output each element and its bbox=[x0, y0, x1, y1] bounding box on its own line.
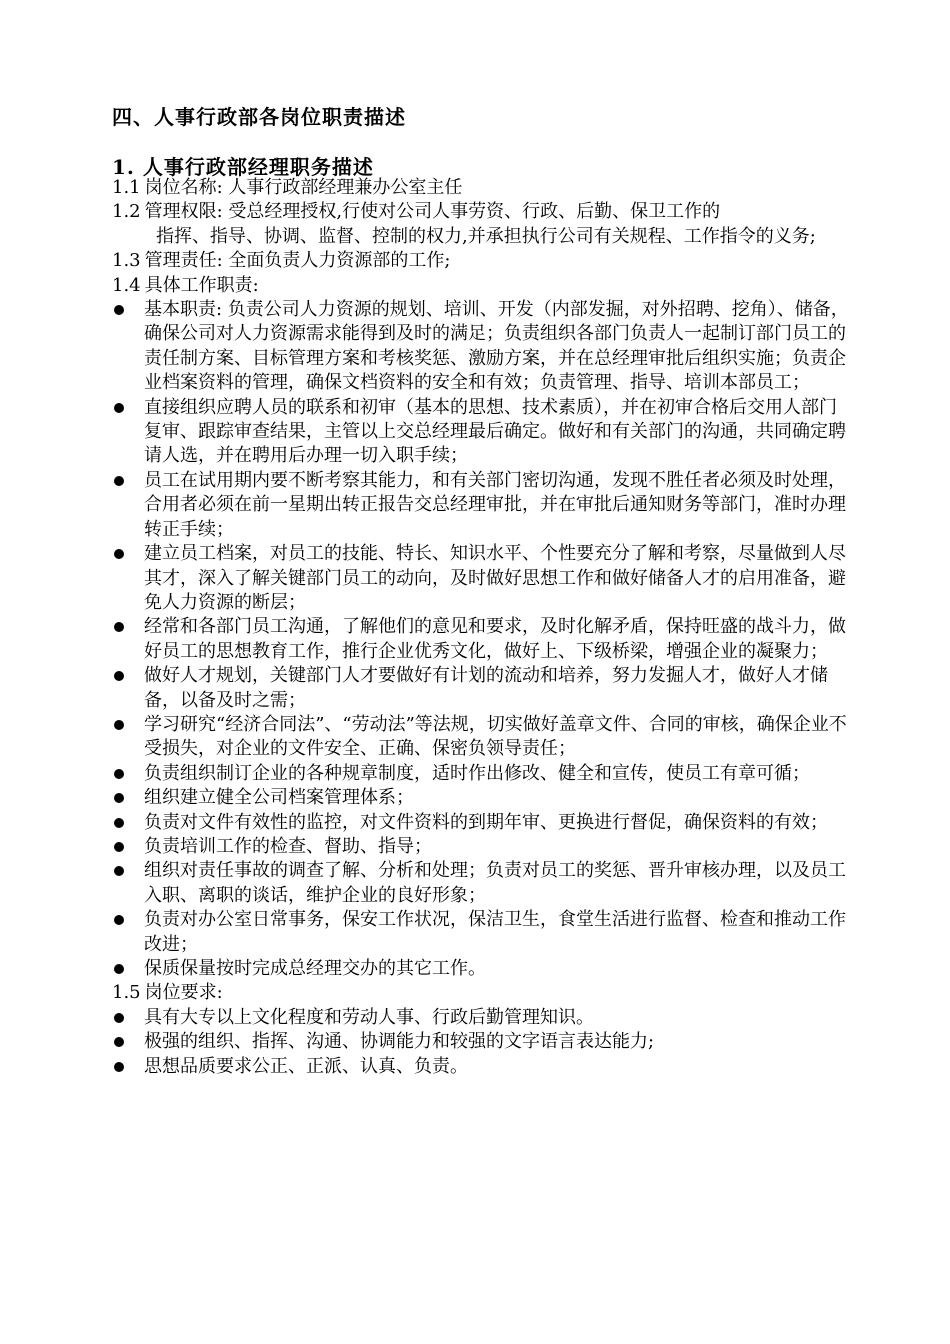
list-item: 负责对办公室日常事务，保安工作状况，保洁卫生，食堂生活进行监督、检查和推动工作改进； bbox=[112, 908, 852, 957]
item-1-4 bbox=[112, 274, 852, 298]
list-item: 组织建立健全公司档案管理体系； bbox=[112, 786, 852, 810]
item-text: 具体工作职责: bbox=[144, 274, 259, 296]
sub-title: 1. 人事行政部经理职务描述 bbox=[112, 155, 374, 179]
item-text: 管理责任: 全面负责人力资源部的工作; bbox=[144, 250, 451, 272]
item-number: 1.3 bbox=[112, 250, 141, 272]
item-number: 1.2 bbox=[112, 201, 141, 223]
bullet-icon bbox=[112, 786, 144, 810]
item-1-3 bbox=[112, 249, 852, 273]
bullet-icon bbox=[112, 396, 144, 420]
bullet-icon bbox=[112, 542, 144, 566]
list-item: 负责对文件有效性的监控，对文件资料的到期年审、更换进行督促，确保资料的有效； bbox=[112, 811, 852, 835]
item-1-1 bbox=[112, 176, 852, 200]
list-item: 经常和各部门员工沟通，了解他们的意见和要求，及时化解矛盾，保持旺盛的战斗力，做好员工的思想教育工作，推行企业优秀文化，做好上、下级桥梁，增强企业的凝聚力； bbox=[112, 615, 852, 664]
item-number: 1.1 bbox=[112, 177, 141, 198]
item-1-5 bbox=[112, 981, 852, 1005]
bullet-icon bbox=[112, 762, 144, 786]
item-1-2 bbox=[112, 200, 852, 224]
requirements-list bbox=[112, 1006, 852, 1079]
item-text bbox=[145, 200, 852, 224]
list-item: 负责组织制订企业的各种规章制度，适时作出修改、健全和宣传，使员工有章可循； bbox=[112, 762, 852, 786]
duties-list bbox=[112, 298, 852, 981]
section-title: 四、人事行政部各岗位职责描述 bbox=[112, 105, 406, 129]
bullet-icon bbox=[112, 859, 144, 883]
bullet-icon bbox=[112, 811, 144, 835]
list-item: 思想品质要求公正、正派、认真、负责。 bbox=[112, 1055, 852, 1079]
list-item: 直接组织应聘人员的联系和初审（基本的思想、技术素质），并在初审合格后交用人部门复审、跟踪审查结果，主管以上交总经理最后确定。做好和有关部门的沟通，共同确定聘请人选，并在聘用后办理一切入职手续； bbox=[112, 396, 852, 469]
bullet-icon bbox=[112, 615, 144, 639]
bullet-icon bbox=[112, 908, 144, 932]
item-text: 岗位名称: 人事行政部经理兼办公室主任 bbox=[144, 177, 463, 198]
item-number: 1.4 bbox=[112, 274, 141, 296]
list-item: 具有大专以上文化程度和劳动人事、行政后勤管理知识。 bbox=[112, 1006, 852, 1030]
list-item: 基本职责: 负责公司人力资源的规划、培训、开发（内部发掘，对外招聘、挖角）、储备，确保公司对人力资源需求能得到及时的满足；负责组织各部门负责人一起制订部门员工的责任制方案、目标管理方案和考核奖惩、激励方案，并在总经理审批后组织实施；负责企业档案资料的管理，确保文档资料的安全和有效；负责管理、指导、培训本部员工； bbox=[112, 298, 852, 396]
item-1-2-continuation: 指挥、指导、协调、监督、控制的权力,并承担执行公司有关规程、工作指令的义务; bbox=[156, 225, 816, 247]
bullet-icon bbox=[112, 1030, 144, 1054]
document-body bbox=[112, 176, 852, 1079]
list-item: 员工在试用期内要不断考察其能力，和有关部门密切沟通，发现不胜任者必须及时处理，合用者必须在前一星期出转正报告交总经理审批，并在审批后通知财务等部门，准时办理转正手续； bbox=[112, 469, 852, 542]
list-item: 保质保量按时完成总经理交办的其它工作。 bbox=[112, 957, 852, 981]
item-number: 1.5 bbox=[112, 982, 141, 1004]
bullet-icon bbox=[112, 298, 144, 322]
bullet-icon bbox=[112, 957, 144, 981]
list-item: 学习研究“经济合同法”、“劳动法”等法规，切实做好盖章文件、合同的审核，确保企业不受损失，对企业的文件安全、正确、保密负领导责任； bbox=[112, 713, 852, 762]
item-text: 岗位要求: bbox=[144, 982, 223, 1004]
list-item: 做好人才规划，关键部门人才要做好有计划的流动和培养，努力发掘人才，做好人才储备，以备及时之需； bbox=[112, 664, 852, 713]
bullet-icon bbox=[112, 664, 144, 688]
bullet-icon bbox=[112, 1055, 144, 1079]
list-item: 极强的组织、指挥、沟通、协调能力和较强的文字语言表达能力; bbox=[112, 1030, 852, 1054]
list-item: 组织对责任事故的调查了解、分析和处理；负责对员工的奖惩、晋升审核办理，以及员工入职、离职的谈话，维护企业的良好形象； bbox=[112, 859, 852, 908]
bullet-icon bbox=[112, 1006, 144, 1030]
list-item: 建立员工档案，对员工的技能、特长、知识水平、个性要充分了解和考察，尽量做到人尽其才，深入了解关键部门员工的动向，及时做好思想工作和做好储备人才的启用准备，避免人力资源的断层； bbox=[112, 542, 852, 615]
list-item: 负责培训工作的检查、督助、指导； bbox=[112, 835, 852, 859]
item-text-first: 管理权限: 受总经理授权,行使对公司人事劳资、行政、后勤、保卫工作的 bbox=[144, 201, 721, 223]
bullet-icon bbox=[112, 713, 144, 737]
bullet-icon bbox=[112, 835, 144, 859]
bullet-icon bbox=[112, 469, 144, 493]
